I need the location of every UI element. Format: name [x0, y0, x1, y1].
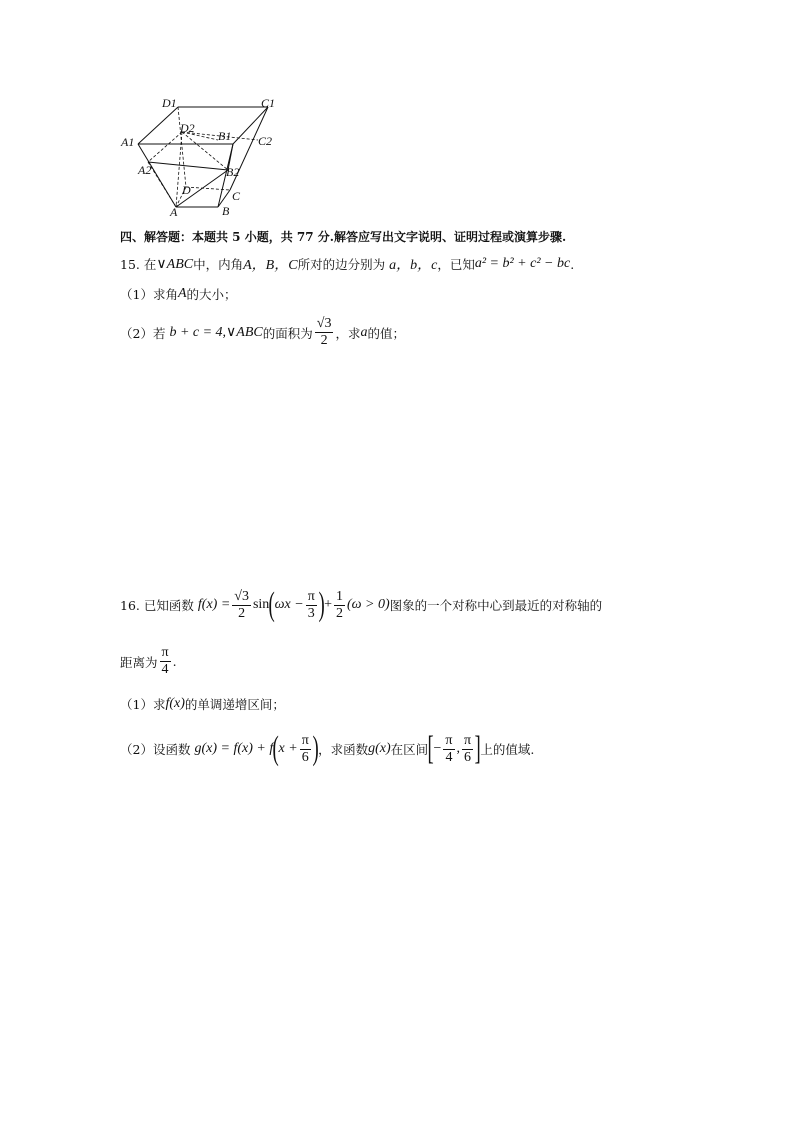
q16-intro-end: 图象的一个对称中心到最近的对称轴的: [389, 598, 603, 613]
q15-p2-condition: b + c = 4,∨ABC: [169, 325, 263, 340]
q16-p2-mid: ，求函数: [318, 742, 369, 757]
q16-p2-num: π: [301, 732, 309, 748]
label-C1: C1: [261, 96, 276, 110]
q15-triangle: ∨ABC: [156, 256, 194, 272]
q16-f-lhs: f(x) =: [197, 597, 231, 612]
q15-text-a: 在: [143, 257, 157, 272]
q15-text-c: 所对的边分别为: [297, 257, 386, 272]
label-B1: B1: [218, 129, 232, 143]
q16-arg-num: π: [307, 588, 315, 604]
q15-p1-end: 的大小；: [186, 287, 237, 302]
q15-part1: [120, 285, 237, 303]
q16-coef1: [232, 589, 251, 622]
q15-area-den: 2: [320, 333, 328, 348]
q16-coef2-den: 2: [336, 605, 343, 621]
q16-distance-den: 4: [161, 662, 169, 677]
q16-p2-g: g(x) = f(x) + f: [194, 741, 274, 756]
paren-left: (: [268, 586, 276, 623]
q16-p2-g2: g(x): [368, 741, 391, 756]
bracket-right: ]: [474, 730, 481, 767]
q16-line2-text: 距离为: [120, 654, 158, 670]
q16-interval-upper-den: 6: [464, 749, 472, 765]
q15-area-num: √3: [316, 316, 332, 331]
label-A2: A2: [138, 163, 152, 177]
q16-part2: （2）设函数 g(x) = f(x) + f ( x + $\frac{\pi}{6}$ ) ，求函数 g(x) 在区间 [ − $\frac{\pi}{4}$ , $\frac{\pi}{6}$ ] 上的值域.: [120, 730, 535, 767]
q16-line2-end: .: [172, 654, 177, 669]
label-B: B: [222, 204, 230, 218]
q16-p2-label: （2）设函数: [120, 742, 191, 757]
q15-number: 15.: [120, 256, 140, 272]
q15-equation: a² = b² + c² − bc: [474, 256, 571, 271]
q16-plus: +: [324, 597, 332, 612]
q16-interval-upper: [462, 733, 473, 766]
q16-coef1-num: √3: [234, 588, 249, 604]
q16-number: 16.: [120, 597, 140, 613]
q16-interval-lower-num: π: [445, 732, 453, 748]
q16-interval-upper-num: π: [464, 732, 472, 748]
q15-p2-var: a: [360, 324, 368, 340]
q16-distance-num: π: [161, 645, 169, 660]
q15-angles: A，B，C: [243, 258, 298, 273]
q15-text-b: 中，内角: [193, 257, 244, 272]
q15-area-fraction: [315, 316, 334, 349]
label-A: A: [170, 205, 178, 219]
q16-distance-fraction: [160, 645, 171, 678]
label-B2: B2: [226, 165, 240, 179]
q16-coef1-den: 2: [238, 605, 246, 621]
q16-arg-fraction: [306, 589, 317, 622]
q16-stem: [120, 588, 602, 622]
q15-part2: [120, 316, 405, 349]
q16-condition: (ω > 0): [347, 597, 390, 612]
label-D2: D2: [180, 121, 195, 135]
q16-p2-fraction: [300, 733, 311, 766]
q16-p2-mid2: 在区间: [390, 742, 429, 757]
q16-p1-f: f(x): [165, 696, 185, 711]
q15-p2-mid2: ，求: [335, 325, 361, 341]
q16-line2: [120, 645, 177, 678]
q15-stem: [120, 254, 574, 274]
paren-left-2: (: [272, 730, 279, 767]
q16-p2-arg: x +: [278, 741, 298, 756]
frustum-diagram: [118, 92, 288, 222]
q15-p2-label: （2）若: [120, 325, 166, 341]
q16-sin: sin: [252, 597, 270, 612]
q15-p2-mid: 的面积为: [262, 325, 313, 341]
q16-p2-den: 6: [301, 749, 309, 765]
q15-p1-var: A: [177, 286, 187, 301]
paren-right-2: ): [312, 730, 319, 767]
q16-interval-minus: −: [433, 741, 442, 756]
q16-p2-end: 上的值域.: [480, 742, 535, 757]
q15-end: .: [570, 256, 575, 272]
q15-p2-end: 的值；: [367, 325, 405, 341]
q16-arg-den: 3: [307, 605, 315, 621]
paren-right: ): [318, 586, 325, 623]
label-D1: D1: [162, 96, 177, 110]
bracket-left: [: [427, 730, 434, 767]
q16-interval-lower-den: 4: [445, 749, 453, 765]
q15-p1-label: （1）求角: [120, 287, 178, 302]
q16-intro: 已知函数: [143, 598, 194, 613]
label-C2: C2: [258, 134, 273, 148]
q16-interval-lower: [443, 733, 454, 766]
q16-p1-end: 的单调递增区间；: [184, 697, 285, 712]
label-D: D: [182, 183, 191, 197]
q16-p1-label: （1）求: [120, 697, 166, 712]
q16-coef2: [334, 589, 345, 622]
q15-text-d: ，已知: [437, 257, 475, 272]
q15-sides: a，b，c: [389, 258, 438, 273]
q16-part1: [120, 695, 285, 713]
label-C: C: [232, 189, 241, 203]
section-heading: 四、解答题：本题共 5 小题，共 77 分.解答应写出文字说明、证明过程或演算步骤.: [120, 230, 567, 244]
q16-coef2-num: 1: [336, 588, 343, 604]
q16-arg: ωx −: [274, 597, 304, 612]
label-A1: A1: [121, 135, 135, 149]
